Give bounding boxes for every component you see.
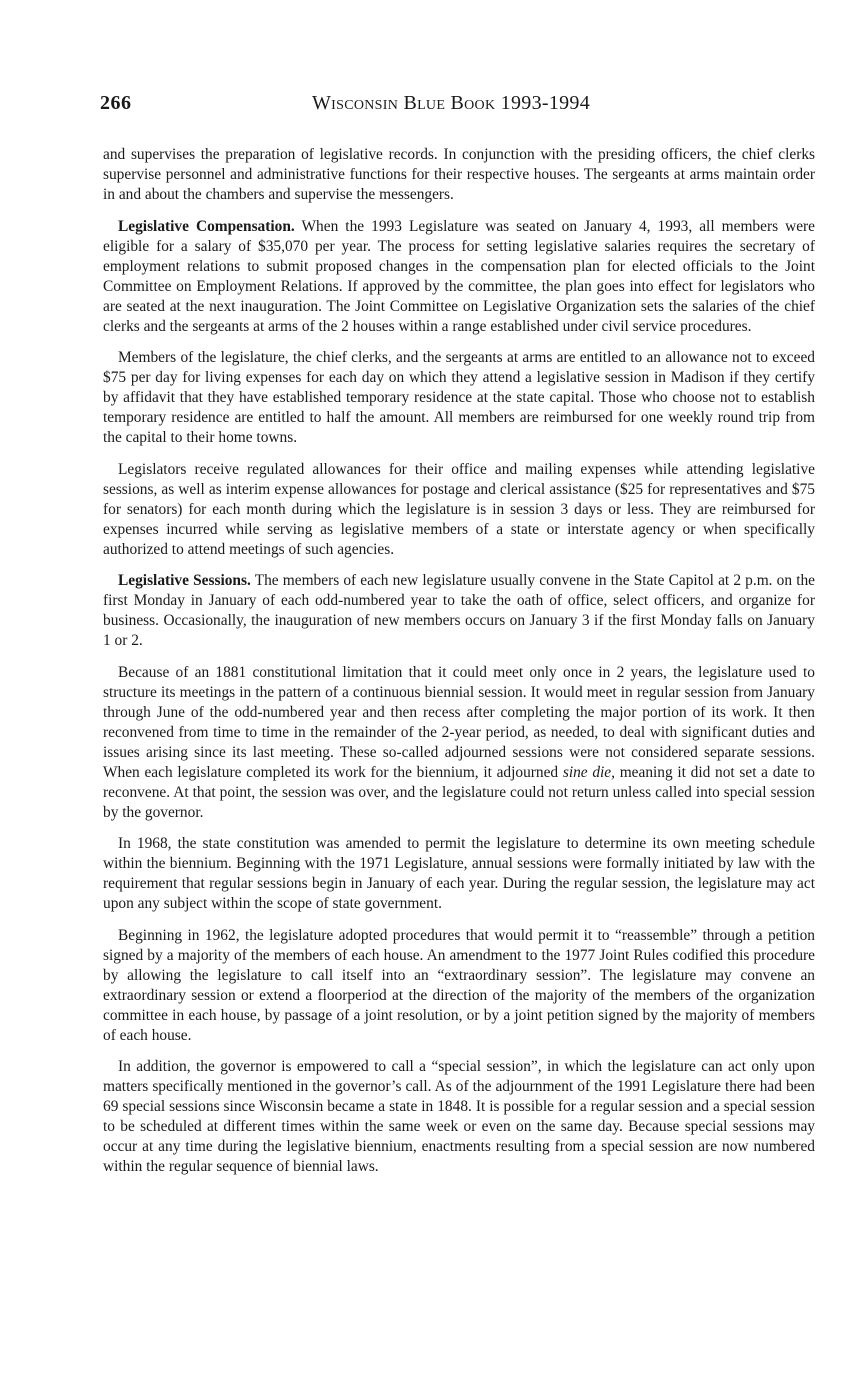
paragraph-special-session xyxy=(103,1057,815,1177)
paragraph-text: In addition, the governor is empowered to call a “special session”, in which the legislature can act only upon matters specifically mentioned in the governor’s call. As of the adjournment of the 1991 Legislature there had been 69 special sessions since Wisconsin became a state in 1848. It is possible for a regular session and a special session to be scheduled at different times within the same week or even on the same day. Because special sessions may occur at any time during the legislative biennium, enactments resulting from a special session are now numbered within the regular sequence of biennial laws. xyxy=(103,1058,815,1175)
page-header xyxy=(100,92,820,122)
paragraph-office-allowances xyxy=(103,460,815,560)
paragraph-continued xyxy=(103,145,815,205)
paragraph-text: and supervises the preparation of legislative records. In conjunction with the presiding officers, the chief clerks supervise personnel and administrative functions for their respective houses. The sergeants at arms maintain order in and about the chambers and supervise the messengers. xyxy=(103,146,815,203)
paragraph-legislative-compensation xyxy=(103,217,815,337)
paragraph-text: The members of each new legislature usually convene in the State Capitol at 2 p.m. on the first Monday in January of each odd-numbered year to take the oath of office, select officers, and organize for business. Occasionally, the inauguration of new members occurs on January 3 if the first Monday falls on January 1 or 2. xyxy=(103,572,815,649)
body-text xyxy=(103,145,815,1189)
paragraph-text: In 1968, the state constitution was amended to permit the legislature to determine its own meeting schedule within the biennium. Beginning with the 1971 Legislature, annual sessions were formally initiated by law with the requirement that regular sessions begin in January of each year. During the regular session, the legislature may act upon any subject within the scope of state government. xyxy=(103,835,815,912)
page-number: 266 xyxy=(100,92,132,114)
paragraph-extraordinary-session xyxy=(103,926,815,1046)
italic-term-sine-die: sine die, xyxy=(562,763,615,781)
section-heading-legislative-compensation: Legislative Compensation. xyxy=(118,217,295,235)
paragraph-text: When the 1993 Legislature was seated on January 4, 1993, all members were eligible for a salary of $35,070 per year. The process for setting legislative salaries requires the secretary of employment relations to submit proposed changes in the compensation plan for elected officials to the Joint Committee on Employment Relations. If approved by the committee, the plan goes into effect for legislators who are seated at the next inauguration. The Joint Committee on Legislative Organization sets the salaries of the chief clerks and the sergeants at arms of the 2 houses within a range established under civil service procedures. xyxy=(103,217,815,335)
paragraph-living-allowance xyxy=(103,348,815,448)
paragraph-legislative-sessions xyxy=(103,571,815,651)
paragraph-text: Beginning in 1962, the legislature adopted procedures that would permit it to “reassemble” through a petition signed by a majority of the members of each house. An amendment to the 1977 Joint Rules codified this procedure by allowing the legislature to call itself into an “extraordinary session”. The legislature may convene an extraordinary session or extend a floorperiod at the direction of the majority of the members of the organization committee in each house, by passage of a joint resolution, or by a joint petition signed by the majority of members of each house. xyxy=(103,926,815,1044)
paragraph-annual-sessions xyxy=(103,834,815,914)
paragraph-text: Members of the legislature, the chief clerks, and the sergeants at arms are entitled to an allowance not to exceed $75 per day for living expenses for each day on which they attend a legislative session in Madison if they certify by affidavit that they have established temporary residence at the state capital. Those who choose not to establish temporary residence are entitled to half the amount. All members are reimbursed for one weekly round trip from the capital to their home towns. xyxy=(103,349,815,446)
paragraph-text: Legislators receive regulated allowances for their office and mailing expenses while attending legislative sessions, as well as interim expense allowances for postage and clerical assistance ($25 for representatives and $75 for senators) for each month during which the legislature is in session 3 days or less. They are reimbursed for expenses incurred while serving as legislative members of a state or interstate agency or when specifically authorized to attend meetings of such agencies. xyxy=(103,460,815,558)
paragraph-text: meaning it did not set a date to reconvene. At that point, the session was over, and the legislature could not return unless called into special session by the governor. xyxy=(103,763,816,821)
paragraph-text: Because of an 1881 constitutional limitation that it could meet only once in 2 years, the legislature used to structure its meetings in the pattern of a continuous biennial session. It would meet in regular session from January through June of the odd-numbered year and then recess after completing the major portion of its work. It then reconvened from time to time in the remainder of the 2-year period, as needed, to deal with significant duties and issues arising since its last meeting. These so-called adjourned sessions were not considered separate sessions. When each legislature completed its work for the biennium, it adjourned xyxy=(103,663,815,781)
paragraph-biennial-session xyxy=(103,663,815,823)
running-title: Wisconsin Blue Book 1993-1994 xyxy=(312,92,591,114)
section-heading-legislative-sessions: Legislative Sessions. xyxy=(118,572,251,589)
